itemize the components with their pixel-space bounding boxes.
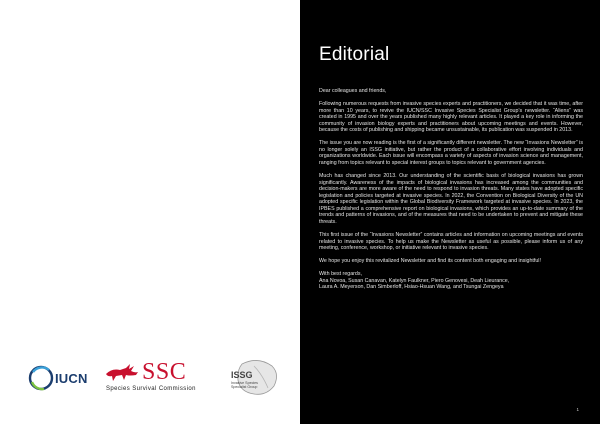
iucn-logo [28,362,90,396]
paragraph-2: The issue you are now reading is the first of a significantly different newsletter. The new “Invasions Newsletter” is no longer solely an ISSG initiative, but rather the product of a collaborative effort involving individuals and organizations worldwide. Each issue will encompass a variety of aspects of invasion science and management, ranging from topics relevant to special interest groups to topics relevant to government agencies. [319,140,583,167]
signatories-line-1: Ana Novoa, Susan Canavan, Katelyn Faulkner, Piero Genovesi, Deah Lieurance, [319,277,510,284]
ssc-wordmark: SSC [142,359,187,385]
antelope-icon [104,362,140,384]
issg-logo [228,358,280,398]
ssc-logo [104,360,196,398]
iucn-globe-icon [28,362,56,394]
paragraph-5: We hope you enjoy this revitalized Newsletter and find its content both engaging and insightful! [319,258,541,265]
paragraph-1: Following numerous requests from invasive species experts and practitioners, we decided that it was time, after more than 10 years, to revive the IUCN/SSC Invasive Species Specialist Group’s newsletter. “Aliens” was created in 1995 and over the years published many highly relevant articles. It played a key role in informing the community of invasion biology experts and practitioners about upcoming meetings and events. However, because the costs of publishing and shipping became unsustainable, its publication was suspended in 2013. [319,101,583,134]
page-number: 1 [576,407,579,412]
page-title: Editorial [319,44,390,65]
issg-subtitle: Invasive Species Specialist Group [231,381,258,390]
issg-wordmark: ISSG [231,370,253,380]
paragraph-4: This first issue of the “Invasions Newsletter” contains articles and information on upcoming meetings and events related to invasive species. To help us make the Newsletter as useful as possible, please inform us of any meeting, conference, workshop, or initiative relevant to invasive species. [319,232,583,252]
greeting: Dear colleagues and friends, [319,88,387,94]
editorial-body [319,88,583,291]
iucn-wordmark: IUCN [55,371,88,386]
closing: With best regards, [319,271,362,278]
right-page [300,0,600,424]
ssc-subtitle: Species Survival Commission [106,386,196,392]
paragraph-3: Much has changed since 2013. Our understanding of the scientific basis of biological invasions has grown significantly. Awareness of the impacts of biological invasions has increased among the communities and decision-makers are more aware of the need to respond to invasion threats. Many states have adopted specific legislation and policies targeted at invasive species. In 2022, the Convention on Biological Diversity of the UN adopted specific legislation within the Global Biodiversity Framework targeted at invasive species. In 2023, the IPBES published a comprehensive report on biological invasions, which provides an up-to-date summary of the trends and patterns of invasions, and of the measures that need to be undertaken to prevent and mitigate these threats. [319,173,583,225]
signatories-line-2: Laura A. Meyerson, Dan Simberloff, Hsiao-Hsuan Wang, and Tsungai Zengeya [319,284,504,291]
partner-logos [22,358,282,398]
